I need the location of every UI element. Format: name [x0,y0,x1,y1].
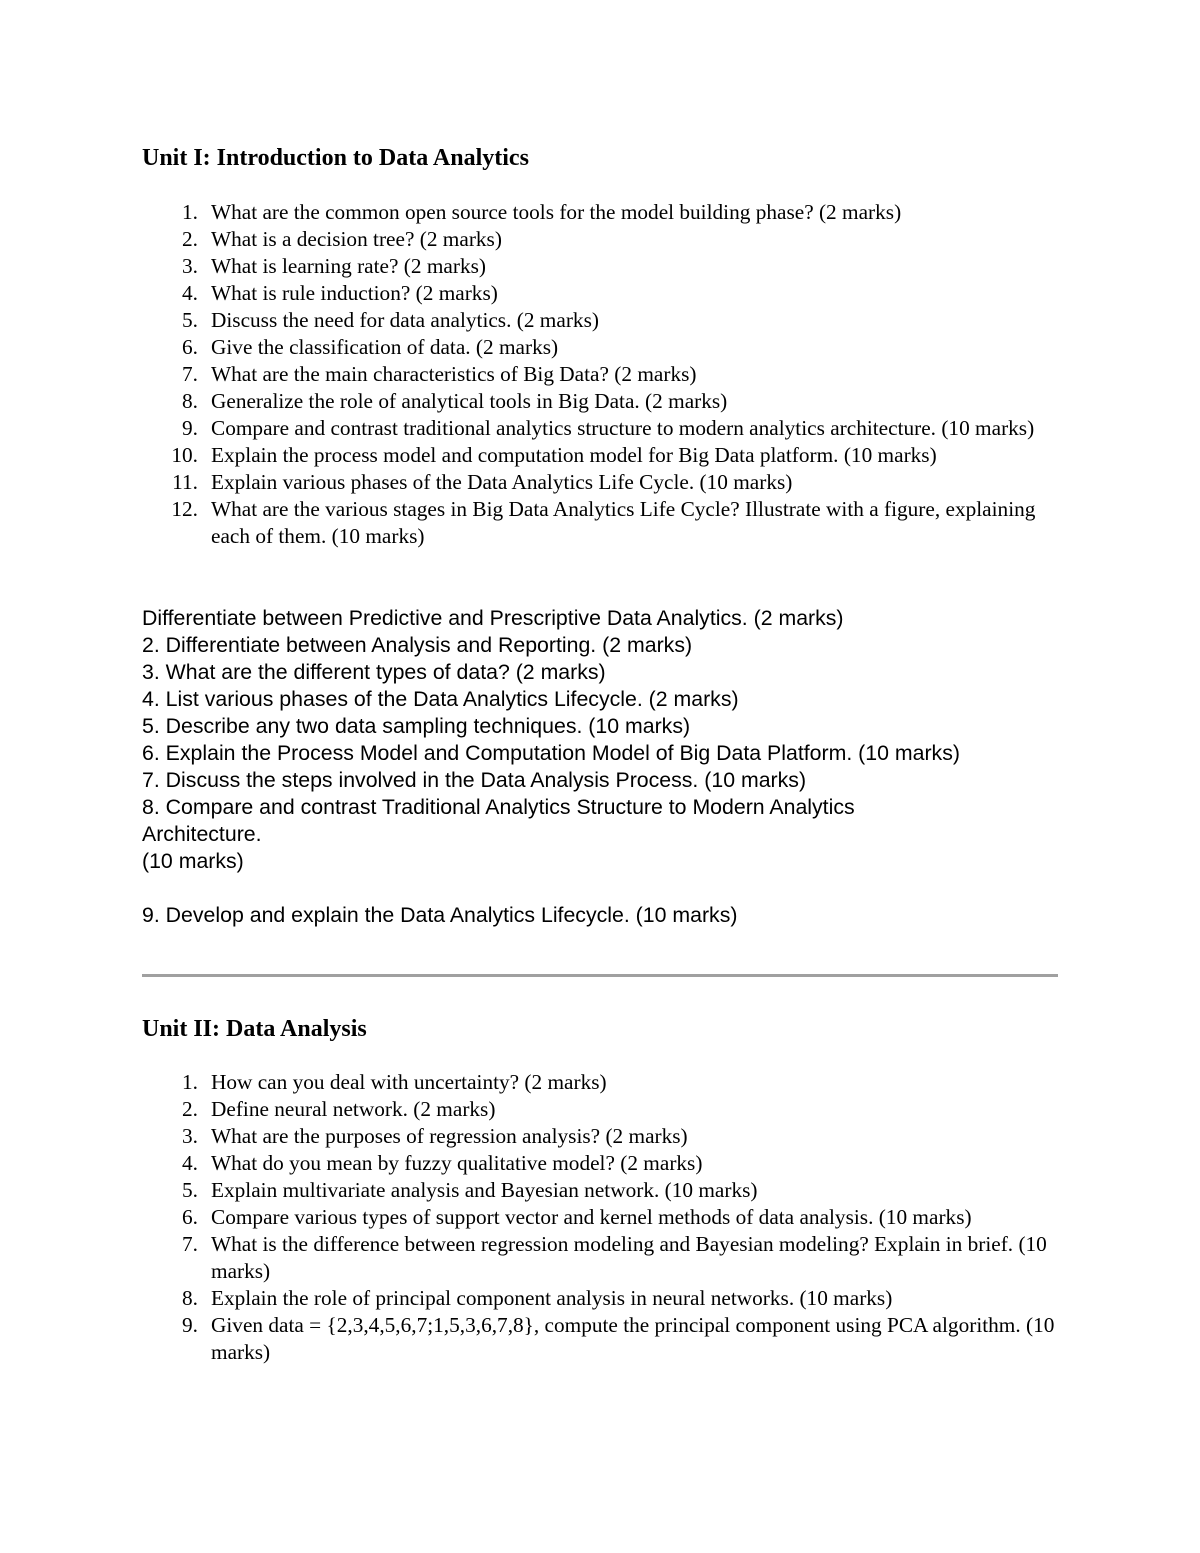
question-number: 10. [171,443,198,467]
question-line: 9. Develop and explain the Data Analytics Lifecycle. (10 marks) [142,903,738,927]
question-line: 3. What are the different types of data? (2 marks) [142,660,606,684]
question-text: What is learning rate? (2 marks) [211,254,486,278]
section-divider [142,974,1058,977]
question-number: 2. [182,1097,198,1121]
question-number: 9. [182,1313,198,1337]
question-item [0,469,1061,496]
question-line: 7. Discuss the steps involved in the Data Analysis Process. (10 marks) [142,768,807,792]
question-item [0,226,1061,253]
question-text: What are the main characteristics of Big Data? (2 marks) [211,362,697,386]
question-line: 2. Differentiate between Analysis and Reporting. (2 marks) [142,633,693,657]
unit2-heading: Unit II: Data Analysis [142,1016,367,1042]
question-line: 5. Describe any two data sampling techniques. (10 marks) [142,714,691,738]
question-text: Compare and contrast traditional analytics structure to modern analytics architecture. (10 marks) [211,416,1035,440]
question-text: What is a decision tree? (2 marks) [211,227,502,251]
question-text: What are the various stages in Big Data Analytics Life Cycle? Illustrate with a figure, explaining each of them. (10 marks) [211,497,1036,548]
question-number: 6. [182,1205,198,1229]
question-text: What are the purposes of regression analysis? (2 marks) [211,1124,688,1148]
question-number: 4. [182,281,198,305]
question-item [0,496,1061,550]
unit2-question-list [0,1069,1061,1366]
question-item [0,442,1061,469]
question-number: 4. [182,1151,198,1175]
question-text: What are the common open source tools for the model building phase? (2 marks) [211,200,902,224]
question-text: What is rule induction? (2 marks) [211,281,498,305]
question-item [0,280,1061,307]
question-text: Define neural network. (2 marks) [211,1097,496,1121]
unit1-additional-questions [142,605,1062,929]
question-number: 3. [182,254,198,278]
question-text: Generalize the role of analytical tools in Big Data. (2 marks) [211,389,728,413]
question-number: 7. [182,362,198,386]
question-item [0,1123,1061,1150]
question-number: 5. [182,308,198,332]
question-line: 8. Compare and contrast Traditional Analytics Structure to Modern Analytics [142,795,855,819]
question-item [0,1312,1061,1366]
question-line: 6. Explain the Process Model and Computation Model of Big Data Platform. (10 marks) [142,741,960,765]
question-number: 11. [172,470,198,494]
question-number: 2. [182,227,198,251]
question-number: 1. [182,200,198,224]
question-text: What is the difference between regression modeling and Bayesian modeling? Explain in brief. (10 marks) [211,1232,1047,1283]
question-item [0,1096,1061,1123]
question-number: 5. [182,1178,198,1202]
question-item [0,307,1061,334]
question-number: 3. [182,1124,198,1148]
question-number: 12. [171,497,198,521]
question-number: 9. [182,416,198,440]
question-number: 7. [182,1232,198,1256]
question-line: 4. List various phases of the Data Analytics Lifecycle. (2 marks) [142,687,739,711]
question-number: 8. [182,1286,198,1310]
question-item [0,1285,1061,1312]
question-number: 8. [182,389,198,413]
question-item [0,1204,1061,1231]
unit1-heading: Unit I: Introduction to Data Analytics [142,145,529,171]
question-item [0,1177,1061,1204]
question-item [0,253,1061,280]
question-text: Explain various phases of the Data Analytics Life Cycle. (10 marks) [211,470,793,494]
question-item [0,1231,1061,1285]
question-text: What do you mean by fuzzy qualitative model? (2 marks) [211,1151,703,1175]
unit1-question-list [0,199,1061,550]
question-item [0,361,1061,388]
question-item [0,199,1061,226]
question-text: Given data = {2,3,4,5,6,7;1,5,3,6,7,8}, compute the principal component using PCA algorithm. (10 marks) [211,1313,1055,1364]
question-item [0,415,1061,442]
question-number: 1. [182,1070,198,1094]
question-text: Compare various types of support vector and kernel methods of data analysis. (10 marks) [211,1205,972,1229]
question-line: Differentiate between Predictive and Prescriptive Data Analytics. (2 marks) [142,606,844,630]
question-number: 6. [182,335,198,359]
question-item [0,1069,1061,1096]
question-item [0,334,1061,361]
question-text: How can you deal with uncertainty? (2 marks) [211,1070,607,1094]
question-text: Discuss the need for data analytics. (2 marks) [211,308,599,332]
question-line: Architecture. [142,822,262,846]
question-line: (10 marks) [142,849,244,873]
question-text: Explain the process model and computation model for Big Data platform. (10 marks) [211,443,937,467]
question-item [0,1150,1061,1177]
question-text: Explain multivariate analysis and Bayesian network. (10 marks) [211,1178,758,1202]
question-item [0,388,1061,415]
question-text: Explain the role of principal component analysis in neural networks. (10 marks) [211,1286,893,1310]
blank-line [142,875,1062,902]
question-text: Give the classification of data. (2 marks) [211,335,559,359]
